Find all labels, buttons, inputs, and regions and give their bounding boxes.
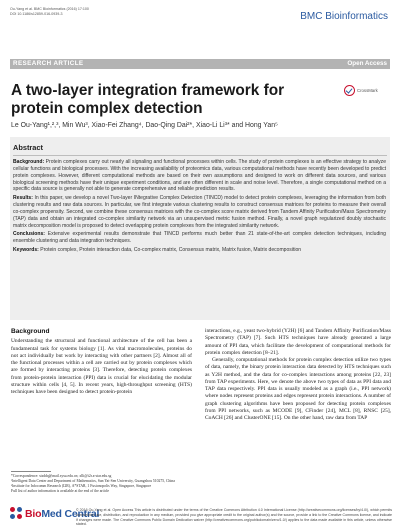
article-title: A two-layer integration framework for protein complex detection [11,82,285,117]
body-paragraph-2: Generally, computational methods for protein complex detection utilize two types of data, namely, the binary protein interaction data detected by HTS techniques such as Y2H method, and the data for co-complex interactions among proteins [22, 23] from TAP experiments. Here, we denote the above two types of data as PPI data and TAP data respectively. PPI data is usually modeled as a graph (i.e., PPI network) where nodes represent proteins and edges represent protein interactions. A number of graph clustering algorithms have been proposed for detecting protein complexes from PPI networks, such as MCODE [9], CFinder [24], MCL [8], RNSC [25], CoACH [26] and ClusterONE [15]. On the other hand, raw data from TAP [205,357,391,421]
crossmark-button[interactable] [344,83,388,97]
logo-prefix: Bio [25,507,42,520]
body-column-right [205,328,391,422]
author-info-note: Full list of author information is available at the end of the article [11,489,110,494]
abstract-conclusions-label: Conclusions: [13,231,45,238]
footnote-divider [11,471,51,472]
article-type-label: RESEARCH ARTICLE [13,60,84,67]
article-type-band [10,59,390,69]
abstract-heading: Abstract [13,143,43,152]
crossmark-icon [344,85,355,96]
keywords-text: Protein complex, Protein interaction data, Co-complex matrix, Consensus matrix, Matrix fusion, Matrix decomposition [40,247,302,254]
abstract-background-text: Protein complexes carry out nearly all signaling and functional processes within cells. The study of protein complexes is an effective strategy to analyze cellular functions and biological processes. With the increasing availability of proteomics data, various computational methods have recently been developed to predict protein complexes. However, different computational methods are based on their own assumptions and designed to work on different data sources, and various biological screening methods have their unique experiment conditions, and are often different in scale and noise level. Therefore, a single computational method on a specific data source is generally not able to generate comprehensive and reliable prediction results. [13,159,386,193]
keywords-label: Keywords: [13,247,39,254]
logo-suffix: Med Central [41,507,100,520]
citation-line: Ou-Yang et al. BMC Bioinformatics (2016) 17:100 [10,7,89,11]
doi-link[interactable]: DOI 10.1186/s12859-016-0939-3 [10,12,63,16]
abstract-divider [13,155,387,156]
abstract-results [13,195,386,229]
background-paragraph: Understanding the structural and functional architecture of the cell has been a fundamental task for systems biology [1]. As vital macromolecules, proteins do not act individually but work by interacting with other partners [2]. Almost all of the functional processes within a cell are carried out by protein complexes which are formed by interacting proteins [3]. Therefore, detecting protein complexes from protein-protein interaction (PPI) data is crucial for elucidating the modular structure within cells [4, 5]. In recent years, high-throughput screening (HTS) techniques have been designed to detect protein-protein [11,338,192,395]
license-notice: © 2016 Ou-Yang et al. Open Access This article is distributed under the terms of the Creative Commons Attribution 4.0 International License (http://creativecommons.org/licenses/by/4.0/), which permits unrestricted use, distribution, and reproduction in any medium, provided you give appropriate credit to the original author(s) and the source, provide a link to the Creative Commons license, and indicate if changes were made. The Creative Commons Public Domain Dedication waiver (http://creativecommons.org/publicdomain/zero/1.0/) applies to the data made available in this article, unless otherwise stated. [76,508,392,527]
crossmark-label: CrossMark [357,87,378,93]
affiliation-2: ²Intelligent Data Center and Department of Mathematics, Sun Yat-Sen University, Guangzhou 510275, China [11,479,175,484]
abstract-conclusions [13,231,386,245]
body-column-left [11,328,192,396]
background-heading: Background [11,328,50,335]
author-list: Le Ou-Yang¹,²,³, Min Wu³, Xiao-Fei Zhang⁴, Dao-Qing Dai²*, Xiao-Li Li³* and Hong Yan⁵ [11,122,278,129]
abstract-background [13,159,386,193]
biomed-central-icon [10,507,23,520]
correspondence-line[interactable]: *Correspondence: stsddq@mail.sysu.edu.cn; xlli@i2r.a-star.edu.sg [11,474,112,478]
body-paragraph-1: interactions, e.g., yeast two-hybrid (Y2H) [6] and Tandem Affinity Purification/Mass Spectrometry (TAP) [7]. Such HTS techniques have already generated a large amount of PPI data, which facilitate the development of computational methods for protein complex detection [8–21]. [205,328,391,356]
abstract-results-text: In this paper, we develop a novel Two-layer INtegrative Complex Detection (TINCD) model to detect protein complexes, leveraging the information from both clustering results and raw data sources. In particular, we first integrate various clustering results to construct consensus matrices for proteins to measure their overall co-complex propensity. Second, we combine these consensus matrices with the co-complex score matrix derived from Tandem Affinity Purification/Mass Spectrometry (TAP) data and obtain an integrated co-complex similarity network via an unsupervised metric fusion method. Finally, a novel graph regularized doubly stochastic matrix decomposition model is proposed to detect overlapping protein complexes from the integrated similarity network. [13,195,386,229]
abstract-conclusions-text: Extensive experimental results demonstrate that TINCD performs much better than 21 state-of-the-art complex detection techniques, including ensemble clustering and data integration techniques. [13,231,386,245]
journal-name: BMC Bioinformatics [300,11,388,22]
abstract-background-label: Background: [13,159,45,165]
open-access-label: Open Access [347,60,387,67]
abstract-body [13,159,386,256]
affiliation-3: ³Institute for Infocomm Research (I2R), A*STAR, 1 Fusionopolis Way, Singapore, Singapore [11,484,152,489]
abstract-results-label: Results: [13,195,33,202]
abstract-keywords [13,247,386,254]
footnotes [11,474,193,494]
article-header-citation [10,7,210,17]
abstract-box [10,137,390,320]
